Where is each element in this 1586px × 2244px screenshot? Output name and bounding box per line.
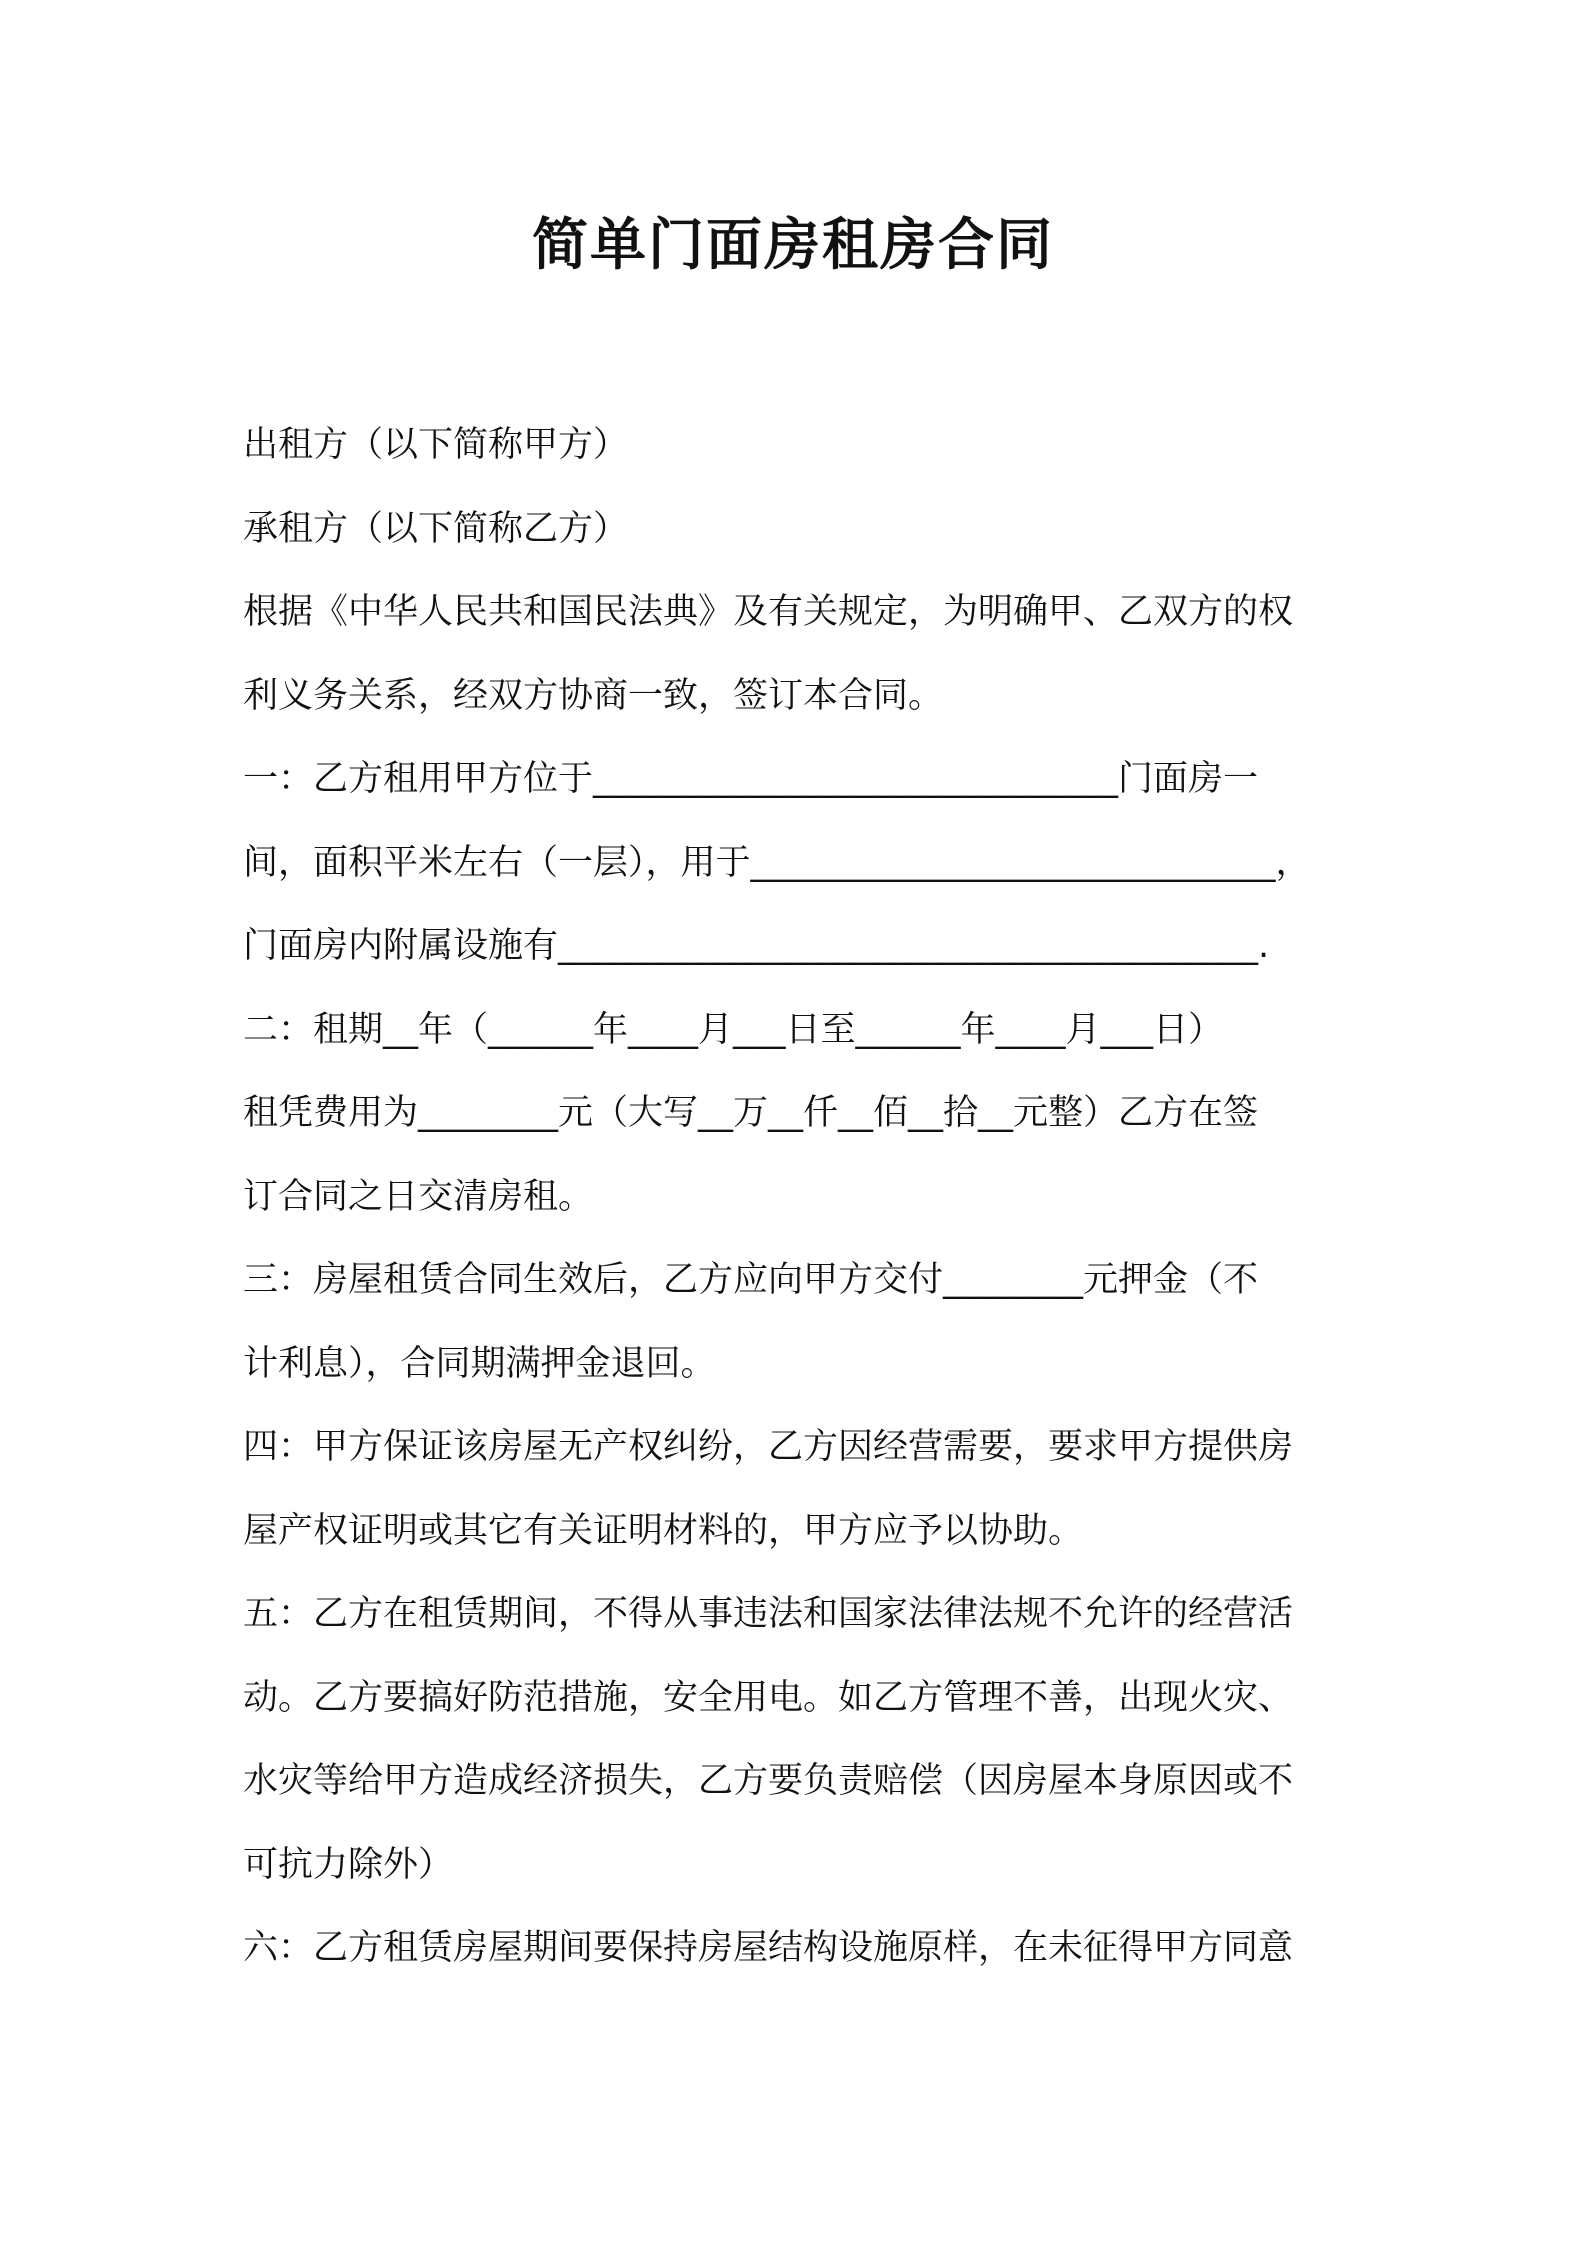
party-b-line: 承租方（以下简称乙方）: [243, 508, 629, 549]
clause-2-line-2: 租凭费用为________元（大写__万__仟__佰__拾__元整）乙方在签: [243, 1093, 1259, 1133]
preamble-line-1: 根据《中华人民共和国民法典》及有关规定，为明确甲、乙双方的权: [243, 592, 1294, 632]
preamble-line-2: 利义务关系，经双方协商一致，签订本合同。: [243, 675, 944, 716]
clause-3-line-1: 三：房屋租赁合同生效后，乙方应向甲方交付________元押金（不: [243, 1260, 1259, 1300]
clause-2-line-1: 二：租期__年（______年____月___日至______年____月___日）: [243, 1009, 1224, 1050]
clause-3-line-2: 计利息），合同期满押金退回。: [243, 1343, 716, 1384]
clause-5-line-4: 可抗力除外）: [243, 1844, 454, 1885]
clause-2-line-3: 订合同之日交清房租。: [243, 1176, 594, 1217]
document-title: 简单门面房租房合同: [532, 213, 1054, 278]
party-a-line: 出租方（以下简称甲方）: [243, 425, 629, 465]
clause-6-line-1: 六：乙方租赁房屋期间要保持房屋结构设施原样，在未征得甲方同意: [243, 1928, 1294, 1968]
clause-1-line-1: 一：乙方租用甲方位于______________________________门面房一: [243, 759, 1259, 799]
clause-4-line-1: 四：甲方保证该房屋无产权纠纷，乙方因经营需要，要求甲方提供房: [243, 1427, 1294, 1467]
clause-5-line-1: 五：乙方在租赁期间，不得从事违法和国家法律法规不允许的经营活: [243, 1594, 1294, 1634]
clause-1-line-3: 门面房内附属设施有________________________________________.: [243, 926, 1270, 966]
clause-1-line-2: 间，面积平米左右（一层），用于______________________________，: [243, 842, 1311, 883]
clause-5-line-3: 水灾等给甲方造成经济损失，乙方要负责赔偿（因房屋本身原因或不: [243, 1761, 1294, 1801]
clause-4-line-2: 屋产权证明或其它有关证明材料的，甲方应予以协助。: [243, 1510, 1084, 1551]
clause-5-line-2: 动。乙方要搞好防范措施，安全用电。如乙方管理不善，出现火灾、: [243, 1677, 1294, 1718]
contract-body: [243, 404, 1363, 1991]
